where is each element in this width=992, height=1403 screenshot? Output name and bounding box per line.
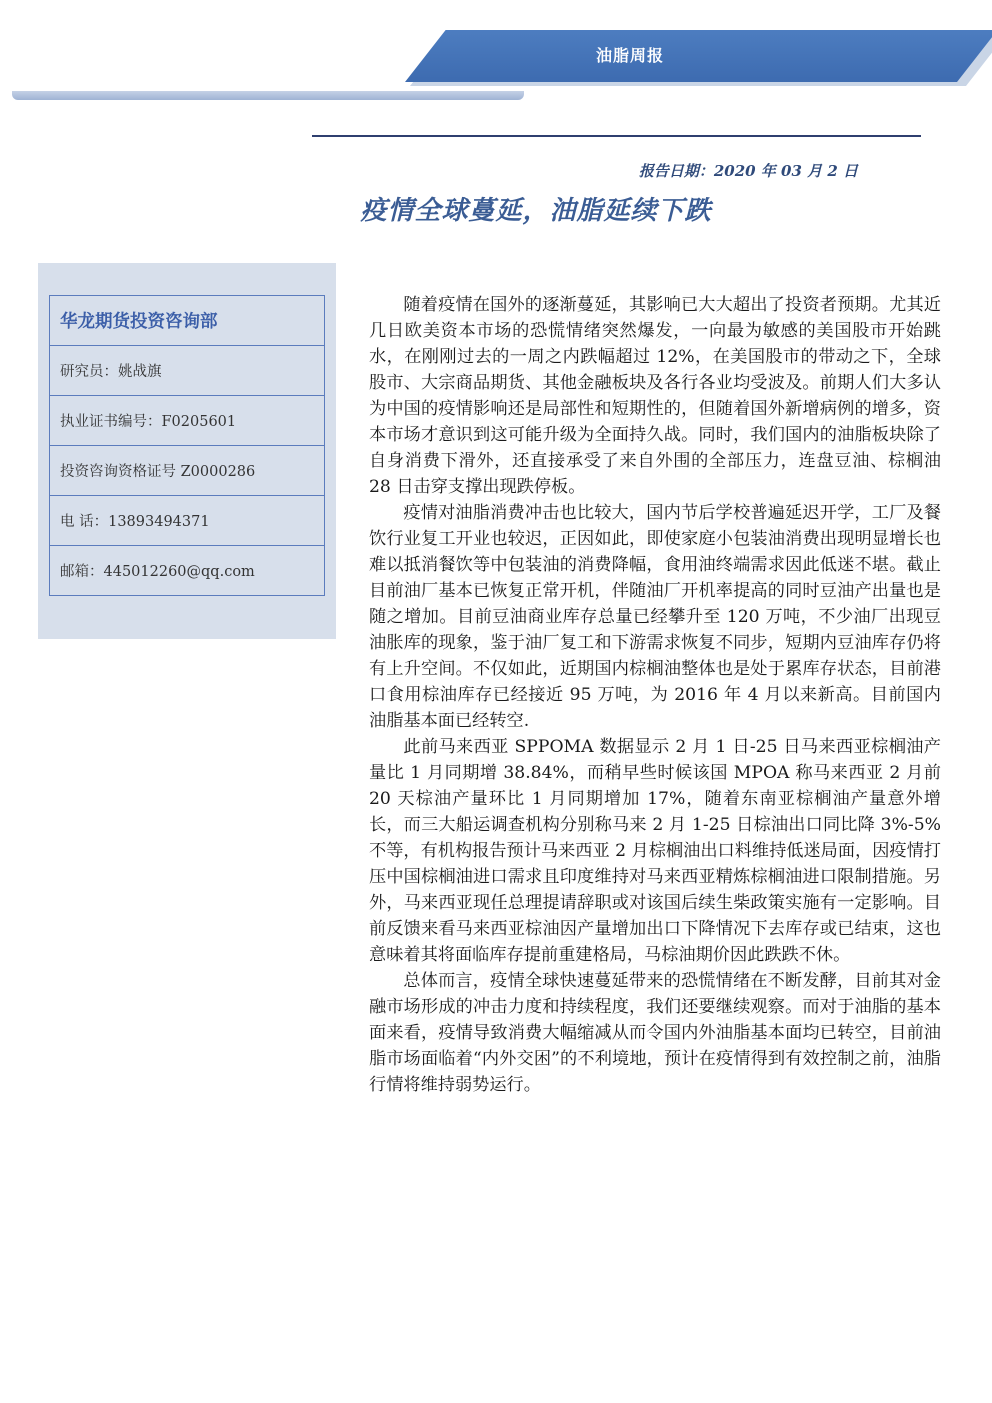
banner-title: 油脂周报 xyxy=(595,46,664,65)
consult-number: 投资咨询资格证号 Z0000286 xyxy=(50,446,324,496)
phone: 电 话：13893494371 xyxy=(50,496,324,546)
paragraph-1: 随着疫情在国外的逐渐蔓延，其影响已大大超出了投资者预期。尤其近几日欧美资本市场的恐慌情绪突然爆发，一向最为敏感的美国股市开始跳水，在刚刚过去的一周之内跌幅超过 12%，在美国股市的带动之下，全球股市、大宗商品期货、其他金融板块及各行各业均受波及。前期人们大多认为中国的疫情影响还是局部性和短期性的，但随着国外新增病例的增多，资本市场才意识到这可能升级为全面持久战。同时，我们国内的油脂板块除了自身消费下滑外，还直接承受了来自外围的全部压力，连盘豆油、棕榈油 28 日击穿支撑出现跌停板。 xyxy=(369,295,941,497)
report-date: 报告日期：2020 年 03 月 2 日 xyxy=(638,162,858,180)
paragraph-4: 总体而言，疫情全球快速蔓延带来的恐慌情绪在不断发酵，目前其对金融市场形成的冲击力度和持续程度，我们还要继续观察。而对于油脂的基本面来看，疫情导致消费大幅缩减从而令国内外油脂基本面均已转空，目前油脂市场面临着“内外交困”的不利境地，预计在疫情得到有效控制之前，油脂行情将维持弱势运行。 xyxy=(369,971,941,1095)
decorative-stripe xyxy=(12,91,524,100)
researcher: 研究员：姚战旗 xyxy=(50,346,324,396)
contact-box xyxy=(49,295,325,596)
header-rule xyxy=(312,135,921,137)
department-name: 华龙期货投资咨询部 xyxy=(50,296,324,346)
sidebar xyxy=(38,263,336,639)
paragraph-2: 疫情对油脂消费冲击也比较大，国内节后学校普遍延迟开学，工厂及餐饮行业复工开业也较迟，正因如此，即使家庭小包装油消费出现明显增长也难以抵消餐饮等中包装油的消费降幅，食用油终端需求因此低迷不堪。截止目前油厂基本已恢复正常开机，伴随油厂开机率提高的同时豆油产出量也是随之增加。目前豆油商业库存总量已经攀升至 120 万吨，不少油厂出现豆油胀库的现象，鉴于油厂复工和下游需求恢复不同步，短期内豆油库存仍将有上升空间。不仅如此，近期国内棕榈油整体也是处于累库存状态，目前港口食用棕油库存已经接近 95 万吨，为 2016 年 4 月以来新高。目前国内油脂基本面已经转空. xyxy=(369,503,941,731)
paragraph-3: 此前马来西亚 SPPOMA 数据显示 2 月 1 日-25 日马来西亚棕榈油产量比 1 月同期增 38.84%，而稍早些时候该国 MPOA 称马来西亚 2 月前 20 天棕油产量环比 1 月同期增加 17%，随着东南亚棕榈油产量意外增长，而三大船运调查机构分别称马来 2 月 1-25 日棕油出口同比降 3%-5%不等，有机构报告预计马来西亚 2 月棕榈油出口料维持低迷局面，因疫情打压中国棕榈油进口需求且印度维持对马来西亚精炼棕榈油进口限制措施。另外，马来西亚现任总理提请辞职或对该国后续生柴政策实施有一定影响。目前反馈来看马来西亚棕油因产量增加出口下降情况下去库存或已结束，这也意味着其将面临库存提前重建格局，马棕油期价因此跌跌不休。 xyxy=(369,737,941,965)
license-number: 执业证书编号：F0205601 xyxy=(50,396,324,446)
article-body xyxy=(369,292,941,1098)
email: 邮箱：445012260@qq.com xyxy=(60,564,255,580)
page-title: 疫情全球蔓延，油脂延续下跌 xyxy=(360,196,712,226)
